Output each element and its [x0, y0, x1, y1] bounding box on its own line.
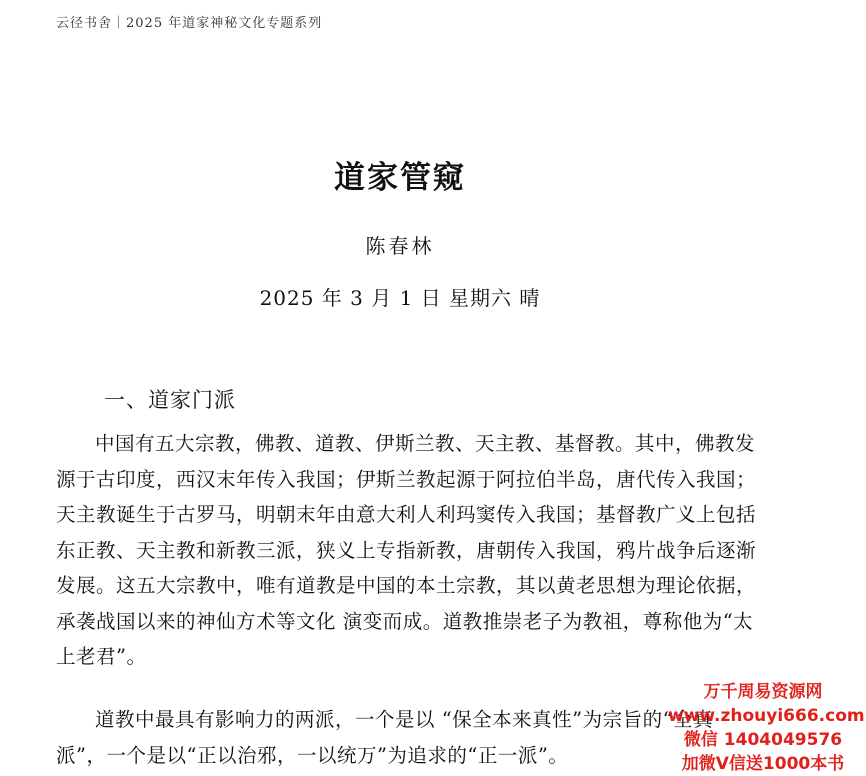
document-date: 2025 年 3 月 1 日 星期六 晴 [259, 286, 541, 310]
paragraph-2: 道教中最具有影响力的两派，一个是以 “保全本来真性”为宗旨的“全真派”，一个是以“正以治邪，一以统万”为追求的“正一派”。 [56, 708, 714, 767]
paragraph-1: 中国有五大宗教，佛教、道教、伊斯兰教、天主教、基督教。其中，佛教发源于古印度，西汉末年传入我国；伊斯兰教起源于阿拉伯半岛，唐代传入我国；天主教诞生于古罗马，明朝末年由意大利人利玛窦传入我国；基督教广义上包括东正教、天主教和新教三派，狭义上专指新教，唐朝传入我国，鸦片战争后逐渐发展。这五大宗教中，唯有道教是中国的本土宗教，其以黄老思想为理论依据，承袭战国以来的神仙方术等文化 演变而成。道教推崇老子为教祖，尊称他为“太上老君”。 [56, 432, 757, 668]
watermark-line-url: www.zhouyi666.com [668, 706, 865, 726]
running-header: 云径书舍｜2025 年道家神秘文化专题系列 [56, 16, 323, 31]
watermark-line-wechat: 微信 1404049576 [683, 730, 843, 750]
document-title: 道家管窥 [334, 160, 466, 196]
author-name: 陈春林 [365, 234, 435, 258]
watermark-line-site: 万千周易资源网 [703, 682, 823, 702]
section-heading: 一、道家门派 [104, 388, 236, 412]
watermark-line-offer: 加微V信送1000本书 [681, 754, 845, 774]
